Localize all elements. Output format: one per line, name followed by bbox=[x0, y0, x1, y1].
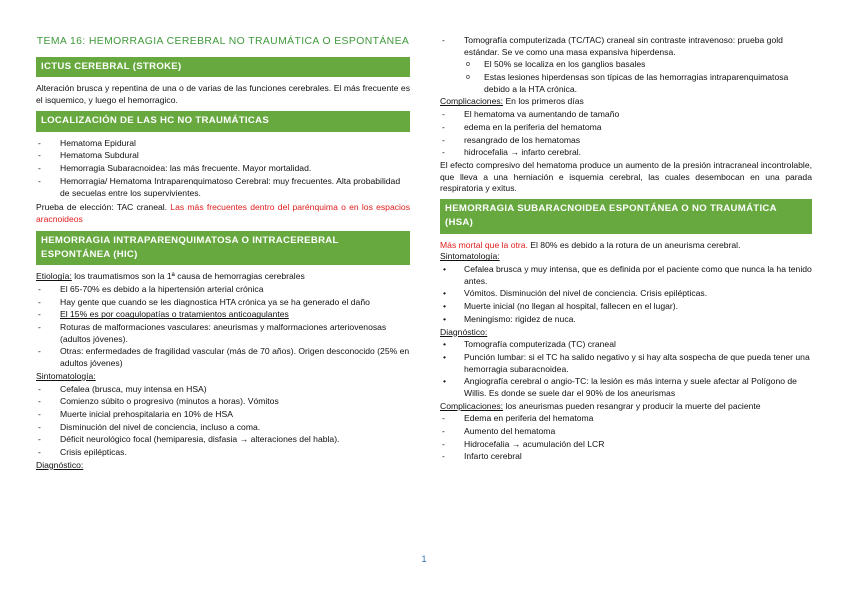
list-subitem: o El 50% se localiza en los ganglios basales bbox=[440, 59, 812, 71]
hsa-complicaciones-label: Complicaciones: bbox=[440, 400, 504, 411]
list-item: - Hematoma Subdural bbox=[36, 150, 410, 162]
hsa-sintomatologia-list bbox=[440, 264, 812, 325]
etiologia-label: Etiología: bbox=[36, 271, 72, 282]
list-item: - Edema en periferia del hematoma bbox=[440, 413, 812, 425]
page-number: 1 bbox=[421, 554, 427, 564]
ictus-paragraph: Alteración brusca y repentina de una o de varias de las funciones cerebrales. El más frecuente es el isquemico, y luego el hemorragico. bbox=[36, 83, 410, 105]
list-item: • Cefalea brusca y muy intensa, que es definida por el paciente como que nunca la ha tenido antes. bbox=[440, 264, 812, 287]
list-item: - edema en la periferia del hematoma bbox=[440, 122, 812, 134]
section-heading-hsa: HEMORRAGIA SUBARACNOIDEA ESPONTÁNEA O NO TRAUMÁTICA (HSA) bbox=[440, 199, 812, 234]
list-item: - Muerte inicial prehospitalaria en 10% de HSA bbox=[36, 409, 410, 421]
prueba-text: Prueba de elección: TAC craneal. bbox=[36, 202, 171, 213]
list-item: - Hemorragia/ Hematoma Intraparenquimatoso Cerebral: muy frecuentes. Alta probabilidad de secuelas entre los supervivientes. bbox=[36, 176, 410, 199]
list-item: - Comienzo súbito o progresivo (minutos a horas). Vómitos bbox=[36, 396, 410, 408]
localizacion-list bbox=[36, 138, 410, 199]
page-title: TEMA 16: HEMORRAGIA CEREBRAL NO TRAUMÁTICA O ESPONTÁNEA bbox=[36, 36, 410, 47]
hsa-complicaciones-line bbox=[440, 401, 812, 413]
section-heading-ictus: ICTUS CEREBRAL (STROKE) bbox=[36, 57, 410, 77]
list-item: - El hematoma va aumentando de tamaño bbox=[440, 109, 812, 121]
hsa-intro bbox=[440, 240, 812, 252]
hsa-diagnostico-list bbox=[440, 339, 812, 399]
list-item: - Hidrocefalia → acumulación del LCR bbox=[440, 439, 812, 451]
right-column bbox=[440, 34, 812, 464]
hsa-diagnostico-label: Diagnóstico: bbox=[440, 326, 488, 337]
hsa-sintomatologia-label: Sintomatología: bbox=[440, 251, 500, 262]
efecto-paragraph: El efecto compresivo del hematoma produce un aumento de la presión intracraneal incontrolable, que lleva a una herniación e isquemia cerebral, las cuales desembocan en una parada respiratoria y exitus. bbox=[440, 159, 812, 194]
list-item: • Tomografía computerizada (TC) craneal bbox=[440, 339, 812, 351]
list-item: - Otras: enfermedades de fragilidad vascular (más de 70 años). Origen desconocido (25% en adultos jóvenes) bbox=[36, 346, 410, 369]
list-item: - hidrocefalia → infarto cerebral. bbox=[440, 147, 812, 159]
list-item: • Meningismo: rigidez de nuca. bbox=[440, 314, 812, 326]
etiologia-line bbox=[36, 271, 410, 283]
prueba-eleccion bbox=[36, 202, 410, 225]
list-item: • Angiografía cerebral o angio-TC: la lesión es más interna y suele afectar al Polígono de Willis. Es donde se suele dar el 90% de los aneurismas bbox=[440, 376, 812, 399]
diagnostico-label: Diagnóstico: bbox=[36, 459, 84, 470]
list-item: • Punción lumbar: si el TC ha salido negativo y si hay alta sospecha de que pueda tener una hemorragia subaracnoidea. bbox=[440, 352, 812, 375]
list-item: - Hay gente que cuando se les diagnostica HTA crónica ya se ha generado el daño bbox=[36, 297, 410, 309]
list-item: - Aumento del hematoma bbox=[440, 426, 812, 438]
list-item: - Infarto cerebral bbox=[440, 451, 812, 463]
complicaciones-label: Complicaciones: bbox=[440, 96, 504, 107]
prueba-highlight: Las más frecuentes dentro del parénquima o en los espacios aracnoideos bbox=[36, 202, 411, 224]
list-item: - Disminución del nivel de conciencia, incluso a coma. bbox=[36, 422, 410, 434]
list-item: - Hematoma Epidural bbox=[36, 138, 410, 150]
sintomatologia-list bbox=[36, 384, 410, 459]
etiologia-text: los traumatismos son la 1ª causa de hemorragias cerebrales bbox=[71, 271, 305, 282]
list-item: • Muerte inicial (no llegan al hospital, fallecen en el lugar). bbox=[440, 301, 812, 313]
list-item: - Déficit neurológico focal (hemiparesia, disfasia → alteraciones del habla). bbox=[36, 434, 410, 446]
hsa-intro-text: El 80% es debido a la rotura de un aneurisma cerebral. bbox=[527, 239, 741, 250]
hsa-complicaciones-list bbox=[440, 413, 812, 463]
hsa-intro-highlight: Más mortal que la otra. bbox=[440, 239, 528, 250]
hsa-complicaciones-text: los aneurismas pueden resangrar y producir la muerte del paciente bbox=[503, 400, 761, 411]
complicaciones-line bbox=[440, 96, 812, 108]
etiologia-list bbox=[36, 284, 410, 370]
sintomatologia-label: Sintomatología: bbox=[36, 370, 96, 381]
list-item: • Vómitos. Disminución del nivel de conciencia. Crisis epilépticas. bbox=[440, 288, 812, 300]
section-heading-localizacion: LOCALIZACIÓN DE LAS HC NO TRAUMÁTICAS bbox=[36, 111, 410, 131]
diagnostico-list bbox=[440, 35, 812, 95]
list-subitem: o Estas lesiones hiperdensas son típicas de las hemorragias intraparenquimatosa debido a la HTA crónica. bbox=[440, 72, 812, 95]
list-item: - El 15% es por coagulopatías o tratamientos anticoagulantes bbox=[36, 309, 410, 321]
complicaciones-list bbox=[440, 109, 812, 159]
list-item: - Hemorragia Subaracnoidea: las más frecuente. Mayor mortalidad. bbox=[36, 163, 410, 175]
left-column bbox=[36, 34, 410, 471]
complicaciones-text: En los primeros días bbox=[503, 96, 584, 107]
section-heading-hic: HEMORRAGIA INTRAPARENQUIMATOSA O INTRACEREBRAL ESPONTÁNEA (HIC) bbox=[36, 231, 410, 266]
list-item: - resangrado de los hematomas bbox=[440, 135, 812, 147]
list-item: - Cefalea (brusca, muy intensa en HSA) bbox=[36, 384, 410, 396]
list-item: - Tomografía computerizada (TC/TAC) craneal sin contraste intravenoso: prueba gold estándar. Se ve como una masa expansiva hiperdensa. bbox=[440, 35, 812, 58]
list-item: - El 65-70% es debido a la hipertensión arterial crónica bbox=[36, 284, 410, 296]
list-item: - Roturas de malformaciones vasculares: aneurismas y malformaciones arteriovenosas (adultos jóvenes). bbox=[36, 322, 410, 345]
list-item: - Crisis epilépticas. bbox=[36, 447, 410, 459]
